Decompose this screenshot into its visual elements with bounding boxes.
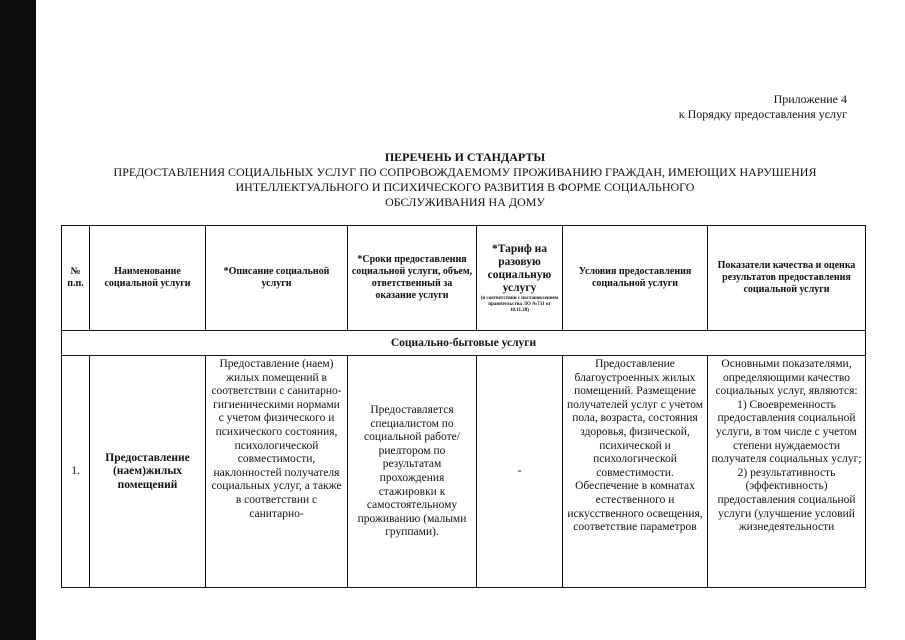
header-service-name: Наименование социальной услуги (90, 226, 206, 331)
row-tariff: - (477, 356, 563, 588)
section-title: Социально-бытовые услуги (62, 331, 866, 356)
document-subtitle-line-3: ОБСЛУЖИВАНИЯ НА ДОМУ (385, 195, 545, 209)
row-description: Предоставление (наем) жилых помещений в соответствии с санитарно-гигиеническими нормами с учетом физического и психического состояния, психологической совместимости, наклонностей получателя социальных услуг, а также в соответствии с санитарно- (206, 356, 348, 588)
document-subtitle-line-1: ПРЕДОСТАВЛЕНИЯ СОЦИАЛЬНЫХ УСЛУГ ПО СОПРОВОЖДАЕМОМУ ПРОЖИВАНИЮ ГРАЖДАН, ИМЕЮЩИХ НАРУШЕНИЯ (113, 165, 817, 179)
scan-edge-shadow (0, 0, 36, 640)
header-conditions: Условия предоставления социальной услуги (563, 226, 708, 331)
document-title: ПЕРЕЧЕНЬ И СТАНДАРТЫ (384, 150, 546, 164)
document-subtitle-line-2: ИНТЕЛЛЕКТУАЛЬНОГО И ПСИХИЧЕСКОГО РАЗВИТИЯ В ФОРМЕ СОЦИАЛЬНОГО (235, 180, 695, 194)
table-row (62, 356, 866, 588)
appendix-line-1: Приложение 4 (773, 92, 847, 106)
row-terms: Предоставляется специалистом по социальной работе/риелтором по результатам прохождения стажировки к самостоятельному проживанию (малыми группами). (348, 356, 477, 588)
header-number: № п.п. (62, 226, 90, 331)
document-heading (80, 150, 850, 210)
header-tariff-note: (в соответствии с постановлением правительства ЛО №731 от 10.11.20) (480, 295, 559, 313)
header-terms: *Сроки предоставления социальной услуги, объем, ответственный за оказание услуги (348, 226, 477, 331)
row-service-name: Предоставление (наем)жилых помещений (90, 356, 206, 588)
header-description: *Описание социальной услуги (206, 226, 348, 331)
row-number: 1. (62, 356, 90, 588)
row-indicators: Основными показателями, определяющими качество социальных услуг, являются: 1) Своевременность предоставления социальной услуги, в том числе с учетом степени нуждаемости получателя социальных услуг; 2) результативность (эффективность) предоставления социальной услуги (улучшение условий жизнедеятельности (708, 356, 866, 588)
section-row (62, 331, 866, 356)
appendix-line-2: к Порядку предоставления услуг (678, 107, 847, 121)
header-indicators: Показатели качества и оценка результатов предоставления социальной услуги (708, 226, 866, 331)
row-conditions: Предоставление благоустроенных жилых помещений. Размещение получателей услуг с учетом пола, возраста, состояния здоровья, физической, психической и психологической совместимости. Обеспечение в комнатах естественного и искусственного освещения, соответствие параметров (563, 356, 708, 588)
services-table (61, 225, 866, 588)
table-header-row (62, 226, 866, 331)
appendix-reference (679, 92, 847, 122)
header-tariff-label: *Тариф на разовую социальную услугу (487, 242, 552, 294)
header-tariff (477, 226, 563, 331)
